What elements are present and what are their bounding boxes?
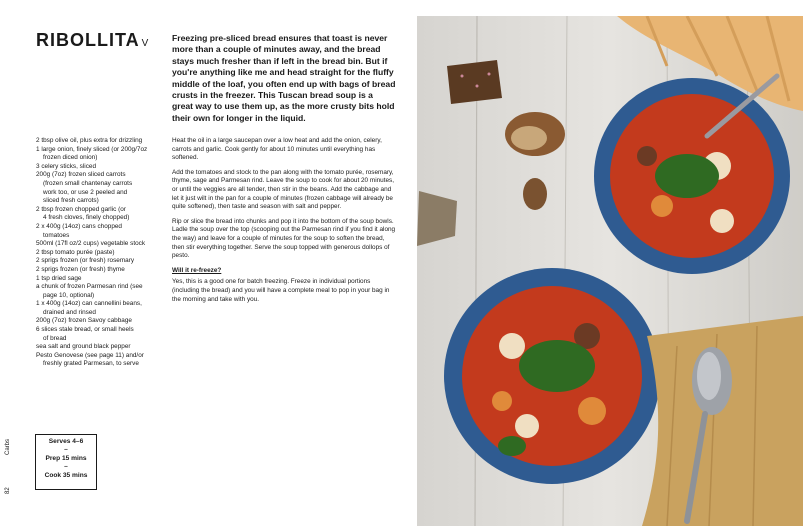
ingredient-line: work too, or use 2 peeled and: [43, 188, 128, 196]
method-step-2: Add the tomatoes and stock to the pan along with the tomato purée, rosemary, thyme, sage and Parmesan rind. Leave the soup to cook for about 20 minutes, or until the veggies are all tender, then stir in the beans. Add the cabbage and let it just wilt in the pan for a couple of minutes (frozen cabbage will already be quite softened), then taste and season with salt and pepper.: [172, 168, 395, 211]
soup-photo-illustration: [417, 16, 803, 526]
info-dash-1: –: [64, 446, 68, 454]
napkin: [642, 316, 803, 526]
ingredient-line: freshly grated Parmesan, to serve: [43, 360, 139, 368]
ingredient-line: (frozen small chantenay carrots: [43, 179, 133, 187]
ingredient-line: sea salt and ground black pepper: [36, 343, 131, 351]
ingredient-line: Pesto Genovese (see page 11) and/or: [36, 351, 144, 359]
page-number: 82: [5, 487, 11, 494]
ingredients-list: [36, 137, 164, 369]
ingredient-line: 2 tbsp frozen chopped garlic (or: [36, 205, 126, 213]
ingredient-line: sliced fresh carrots): [43, 197, 99, 205]
ingredient-line: 500ml (17fl oz/2 cups) vegetable stock: [36, 240, 146, 248]
ingredient-line: 200g (7oz) frozen sliced carrots: [36, 171, 126, 179]
recipe-title-text: RIBOLLITA: [36, 30, 140, 50]
cook-time: Cook 35 mins: [44, 471, 88, 479]
pesto-dollop-front: [519, 340, 595, 392]
ingredient-line: drained and rinsed: [43, 308, 96, 316]
ingredient-line: a chunk of frozen Parmesan rind (see: [36, 283, 143, 291]
ingredient-line: 1 large onion, finely sliced (or 200g/7oz: [36, 145, 148, 153]
ingredient-line: 2 tbsp olive oil, plus extra for drizzling: [36, 137, 143, 144]
prep-time: Prep 15 mins: [45, 454, 87, 462]
crispbread: [447, 60, 502, 104]
ingredient-line: frozen diced onion): [43, 154, 98, 162]
ingredient-line: 4 fresh cloves, finely chopped): [43, 214, 130, 222]
ingredient-line: 1 x 400g (14oz) can cannellini beans,: [36, 300, 142, 308]
ingredient-line: 2 tbsp tomato purée (paste): [36, 248, 115, 256]
ingredient-line: page 10, optional): [43, 291, 95, 299]
serves-text: Serves 4–6: [48, 438, 84, 445]
ingredient-line: 2 x 400g (14oz) cans chopped: [36, 222, 122, 230]
bread-crumb: [523, 178, 547, 210]
ingredient-line: of bread: [43, 334, 67, 342]
ingredient-line: 3 celery sticks, sliced: [36, 162, 97, 170]
method-step-1: Heat the oil in a large saucepan over a low heat and add the onion, celery, carrots and garlic. Cook gently for about 10 minutes until everything has softened.: [172, 137, 382, 162]
recipe-title: [36, 30, 149, 51]
refreeze-heading: Will it re-freeze?: [172, 266, 222, 274]
ingredient-line: 2 sprigs frozen (or fresh) thyme: [36, 265, 125, 273]
vegetarian-mark: V: [141, 38, 150, 49]
section-label: Carbs: [5, 438, 11, 455]
refreeze-text: Yes, this is a good one for batch freezing. Freeze in individual portions (including the bread) and you will have a complete meal to pop in your bag in the morning and take with you.: [172, 278, 390, 303]
soup-photo: [417, 16, 803, 526]
ingredient-line: 1 tsp dried sage: [36, 274, 82, 282]
info-dash-2: –: [64, 463, 68, 471]
recipe-info-box: [35, 434, 97, 490]
ingredient-line: 2 sprigs frozen (or fresh) rosemary: [36, 257, 135, 265]
recipe-intro: Freezing pre-sliced bread ensures that toast is never more than a couple of minutes away, and the bread stays much fresher than if left in the bread bin. But if you're anything like me and head straight for the fluffy middle of the loaf, you often end up with bags of bread crusts in the freezer. This Tuscan bread soup is a great way to use them up, as the more crusty bits hold their own for longer in the liquid.: [172, 33, 396, 123]
method-section: [172, 137, 398, 310]
ingredient-line: tomatoes: [43, 231, 70, 239]
ingredient-line: 6 slices stale bread, or small heels: [36, 326, 134, 334]
method-step-3: Rip or slice the bread into chunks and pop it into the bottom of the soup bowls. Ladle the soup over the top (scooping out the Parmesan rind if you find it along the way) and leave for a couple of minutes for the soup to soften the bread, then stir everything together. Serve the soup topped with generous dollops of pesto.: [172, 217, 396, 260]
ingredient-line: 200g (7oz) frozen Savoy cabbage: [36, 317, 132, 325]
pesto-dollop-back: [655, 154, 719, 198]
